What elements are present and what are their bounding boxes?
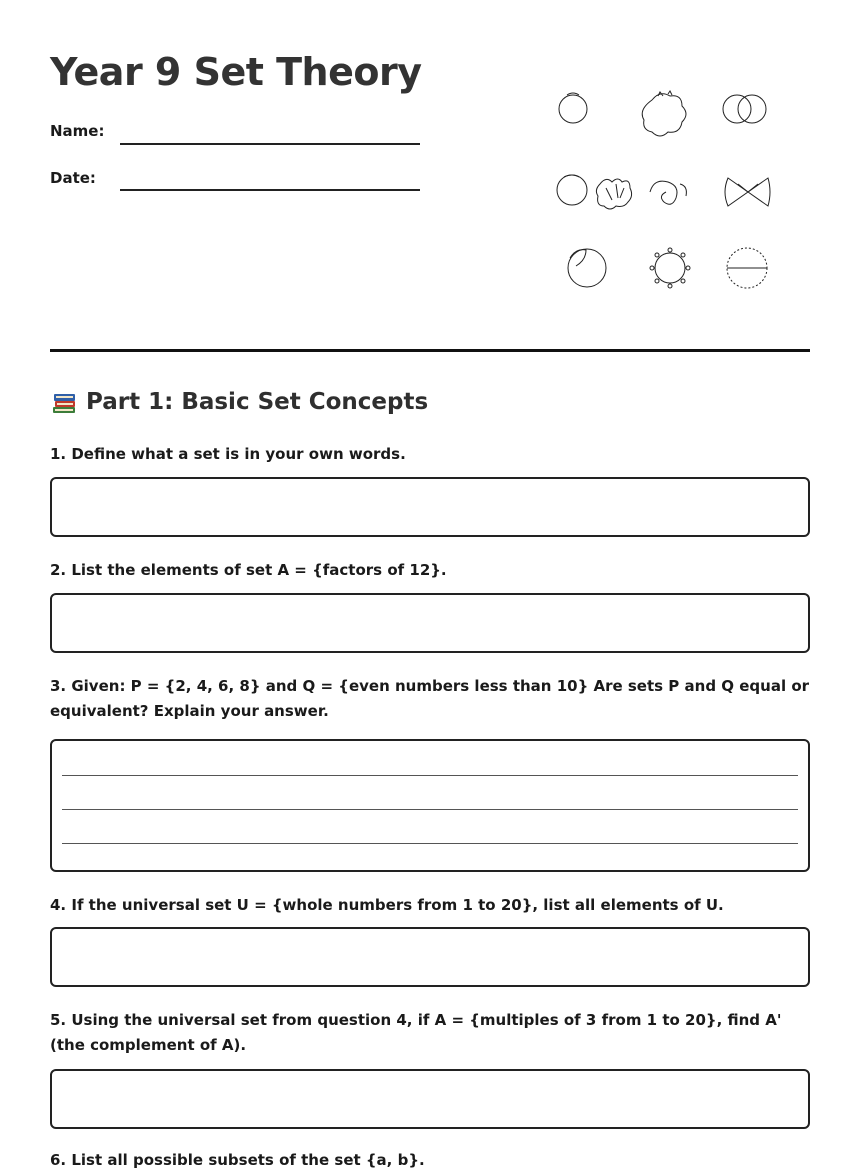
date-label: Date: [50,169,96,187]
bowtie-icon [725,178,770,206]
answer-box-2[interactable] [50,593,810,653]
blob-icon [642,91,686,136]
question-5: 5. Using the universal set from question 4, if A = {multiples of 3 from 1 to 20}, find A' (the complement of A). [50,1011,782,1054]
answer-box-1[interactable] [50,477,810,537]
answer-box-4[interactable] [50,927,810,987]
question-3: 3. Given: P = {2, 4, 6, 8} and Q = {even numbers less than 10} Are sets P and Q equal or equivalent? Explain your answer. [50,677,810,720]
name-field-line[interactable] [120,143,420,145]
question-4: 4. If the universal set U = {whole numbers from 1 to 20}, list all elements of U. [50,896,724,914]
section-heading [50,388,428,416]
answer-line [62,809,798,810]
date-field-line[interactable] [120,189,420,191]
answer-line [62,843,798,844]
venn-icon [723,95,766,123]
sun-icon [650,248,690,288]
split-circle-icon [727,248,767,288]
header-divider [50,349,810,352]
question-6: 6. List all possible subsets of the set {a, b}. [50,1151,425,1169]
section-title: Part 1: Basic Set Concepts [86,389,429,415]
question-1: 1. Define what a set is in your own words. [50,445,406,463]
question-2: 2. List the elements of set A = {factors of 12}. [50,561,447,579]
answer-box-3[interactable] [50,739,810,872]
circle-icon [568,249,606,287]
answer-line [62,775,798,776]
set-shapes-illustration [540,80,790,300]
worksheet-title: Year 9 Set Theory [50,50,422,94]
books-icon [50,388,78,416]
spiral-icon [650,181,686,204]
name-label: Name: [50,122,105,140]
crumpled-icon [596,179,631,209]
circle-icon [559,93,587,123]
circle-icon [557,175,587,205]
answer-box-5[interactable] [50,1069,810,1129]
